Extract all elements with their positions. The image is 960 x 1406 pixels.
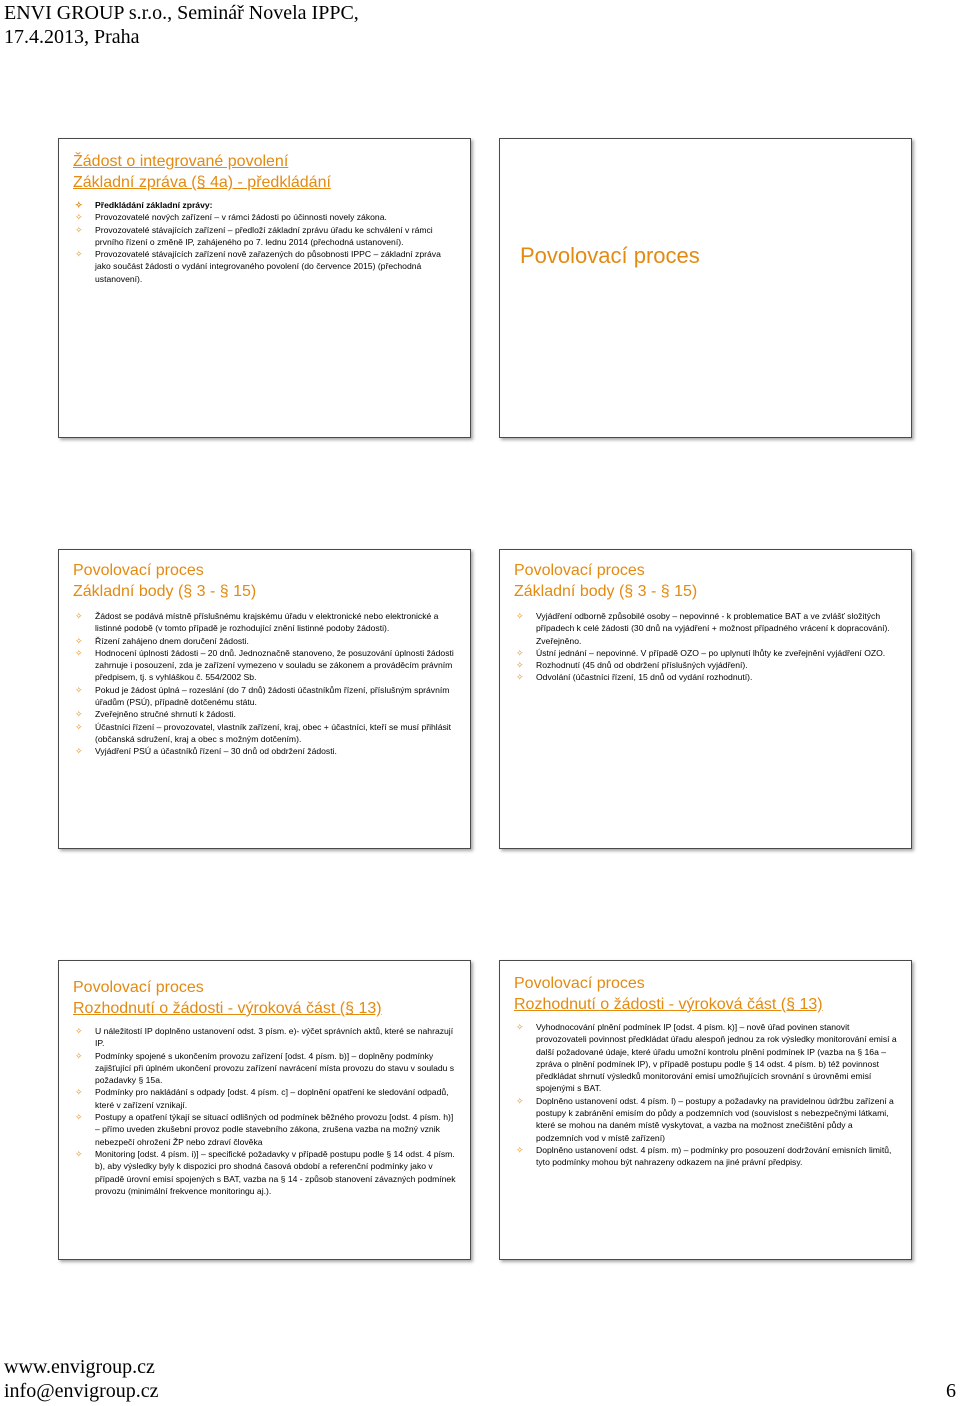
slide-3-list xyxy=(73,610,458,758)
slide-1-subtitle: Základní zpráva (§ 4a) - předkládání xyxy=(73,174,331,191)
slide-4 xyxy=(499,549,912,849)
diamond-bullet-icon: ✧ xyxy=(75,611,83,621)
diamond-bullet-icon: ✧ xyxy=(75,635,83,646)
diamond-bullet-icon: ✧ xyxy=(516,1022,524,1032)
list-item: ✧ Doplněno ustanovení odst. 4 písm. m) – podmínky pro posouzení dodržování emisních limitů, tyto podmínky mohou být nahrazeny odkazem na jiné právní předpisy. xyxy=(516,1144,892,1168)
diamond-bullet-icon: ✧ xyxy=(75,224,83,235)
slide-2-title: Povolovací proces xyxy=(520,243,700,268)
diamond-bullet-icon: ✧ xyxy=(75,1026,83,1036)
diamond-bullet-icon: ✧ xyxy=(75,1050,83,1061)
slide-4-subtitle: Základní body (§ 3 - § 15) xyxy=(514,583,698,600)
list-item: ✧ Doplněno ustanovení odst. 4 písm. l) – postupy a požadavky na pravidelnou údržbu zařízení a postupy k zabránění emisím do půdy a podzemních vod (souvislost s nebezpečnými látkami, které se mohou na daném místě vyskytovat, a vazba na možnost znečištění půdy a podzemních vod v místě zařízení) xyxy=(516,1095,894,1143)
list-item: ✧ Vyjádření odborně způsobilé osoby – nepovinné - k problematice BAT a ve zvlášť složitých případech k celé žádosti (30 dnů na vyjádření + možnost případného vrácení k dopracování). Zveřejněno. xyxy=(516,611,890,646)
diamond-bullet-icon: ✧ xyxy=(75,684,83,695)
slide-3-title: Povolovací proces xyxy=(73,562,204,579)
list-item: ✧ Rozhodnutí (45 dnů od obdržení příslušných vyjádření). xyxy=(516,660,748,671)
list-item: ✧ Provozovatelé stávajících zařízení – předloží základní zprávu úřadu ke schválení v rámci prvního řízení o změně IP, zahájeného po 7. lednu 2014 (přechodná ustanovení). xyxy=(75,224,433,247)
diamond-bullet-icon: ✧ xyxy=(75,200,83,210)
list-item: ✧ Žádost se podává místně příslušnému krajskému úřadu v elektronické nebo elektronické a listinné podobě (v tomto případě je rozhodující znění listinné podoby žádosti). xyxy=(75,611,439,634)
diamond-bullet-icon: ✧ xyxy=(75,721,83,732)
diamond-bullet-icon: ✧ xyxy=(75,212,83,223)
slide-5-subtitle: Rozhodnutí o žádosti - výroková část (§ 13) xyxy=(73,1000,382,1017)
list-item: ✧ Vyjádření PSÚ a účastníků řízení – 30 dnů od obdržení žádosti. xyxy=(75,746,337,757)
slide-5 xyxy=(58,960,471,1260)
list-item: ✧ U náležitostí IP doplněno ustanovení odst. 3 písm. e)- výčet správních aktů, které se nahrazují IP. xyxy=(75,1026,454,1049)
diamond-bullet-icon: ✧ xyxy=(75,249,83,260)
list-item: ✧ Podmínky spojené s ukončením provozu zařízení [odst. 4 písm. b)] – doplněny podmínky zajišťující při úplném ukončení provozu zařízení navrácení místa provozu do stavu v souladu s požadavky § 15a. xyxy=(75,1050,455,1086)
footer-email: info@envigroup.cz xyxy=(4,1380,159,1402)
slide-4-title: Povolovací proces xyxy=(514,562,645,579)
slide-5-title: Povolovací proces xyxy=(73,979,204,996)
slide-5-list xyxy=(73,1025,458,1197)
slide-3 xyxy=(58,549,471,849)
diamond-bullet-icon: ✧ xyxy=(516,660,524,671)
list-item: ✧ Provozovatelé nových zařízení – v rámci žádosti po účinnosti novely zákona. xyxy=(75,212,387,223)
diamond-bullet-icon: ✧ xyxy=(75,1087,83,1098)
slide-6-list xyxy=(514,1021,899,1169)
list-item: ✧ Vyhodnocování plnění podmínek IP [odst. 4 písm. k)] – nově úřad povinen stanovit provozovateli povinnost předkládat úřadu alespoň jednou za rok výsledky monitorování emisí a další požadované údaje, které úřadu umožní kontrolu plnění podmínek IP (vazba na § 16a – zpráva o plnění podmínek IP), v případě postupu podle § 14 odst. 4 písm. b) též povinnost předkládat shrnutí výsledků monitorování emisí umožňujících srovnání s úrovněmi emisí spojenými s BAT. xyxy=(516,1022,897,1094)
slide-1 xyxy=(58,138,471,438)
header-line-2: 17.4.2013, Praha xyxy=(4,26,140,48)
list-item: ✧ Provozovatelé stávajících zařízení nově zařazených do působnosti IPPC – základní zpráva jako součást žádosti o vydání integrovaného povolení (do července 2015) (přechodná ustanovení). xyxy=(75,249,441,284)
list-item: ✧ Odvolání (účastníci řízení, 15 dnů od vydání rozhodnutí). xyxy=(516,672,753,683)
diamond-bullet-icon: ✧ xyxy=(516,647,524,658)
diamond-bullet-icon: ✧ xyxy=(516,1144,524,1155)
diamond-bullet-icon: ✧ xyxy=(516,672,524,683)
list-item: ✧ Hodnocení úplnosti žádosti – 20 dnů. Jednoznačně stanoveno, že posuzování úplnosti žádosti zahrnuje i posouzení, zda je zařízení vymezeno v souladu se zákonem a prováděcím právním předpisem, tj. s vyhláškou č. 554/2002 Sb. xyxy=(75,647,454,683)
list-item: ✧ Podmínky pro nakládání s odpady [odst. 4 písm. c] – doplnění opatření ke sledování odpadů, které v zařízení vznikají. xyxy=(75,1087,449,1110)
list-item: ✧ Účastníci řízení – provozovatel, vlastník zařízení, kraj, obec + účastníci, kteří se musí přihlásit (občanská sdružení, kraj a obec s možným dotčením). xyxy=(75,721,452,744)
slide-1-list xyxy=(73,199,458,285)
list-item: ✧ Předkládání základní zprávy: xyxy=(75,200,213,210)
diamond-bullet-icon: ✧ xyxy=(75,746,83,757)
diamond-bullet-icon: ✧ xyxy=(75,647,83,658)
diamond-bullet-icon: ✧ xyxy=(516,1095,524,1106)
list-item: ✧ Zveřejněno stručné shrnutí k žádosti. xyxy=(75,709,236,720)
page-number: 6 xyxy=(946,1380,956,1402)
list-item: ✧ Monitoring [odst. 4 písm. i)] – specifické požadavky v případě postupu podle § 14 odst. 4 písm. b), aby výsledky byly k dispozici pro shodná časová období a referenční podmínky jako v případě úrovní emisí spojených s BAT, vazba na § 14 - způsob stanovení závazných podmínek provozu (minimální frekvence monitoringu aj.). xyxy=(75,1148,456,1196)
footer-website: www.envigroup.cz xyxy=(4,1356,155,1378)
list-item: ✧ Ústní jednání – nepovinné. V případě OZO – po uplynutí lhůty ke zveřejnění vyjádření OZO. xyxy=(516,647,886,658)
diamond-bullet-icon: ✧ xyxy=(75,709,83,720)
diamond-bullet-icon: ✧ xyxy=(516,611,524,621)
slide-6-title: Povolovací proces xyxy=(514,975,645,992)
slide-3-subtitle: Základní body (§ 3 - § 15) xyxy=(73,583,257,600)
slide-1-title: Žádost o integrované povolení xyxy=(73,153,289,170)
diamond-bullet-icon: ✧ xyxy=(75,1112,83,1123)
slide-2 xyxy=(499,138,912,438)
slide-6 xyxy=(499,960,912,1260)
slide-6-subtitle: Rozhodnutí o žádosti - výroková část (§ 13) xyxy=(514,996,823,1013)
slide-4-list xyxy=(514,610,899,684)
list-item: ✧ Pokud je žádost úplná – rozeslání (do 7 dnů) žádosti účastníkům řízení, příslušným správním úřadům (PSÚ), případně dotčenému státu. xyxy=(75,684,450,708)
list-item: ✧ Postupy a opatření týkají se situací odlišných od podmínek běžného provozu [odst. 4 písm. h)] – přímo uveden zkušební provoz podle stavebního zákona, zrušena vazba na možný vznik nebezpečí ohrožení ŽP nebo zdraví člověka xyxy=(75,1112,454,1147)
header-line-1: ENVI GROUP s.r.o., Seminář Novela IPPC, xyxy=(4,2,359,24)
diamond-bullet-icon: ✧ xyxy=(75,1148,83,1159)
list-item: ✧ Řízení zahájeno dnem doručení žádosti. xyxy=(75,635,249,646)
